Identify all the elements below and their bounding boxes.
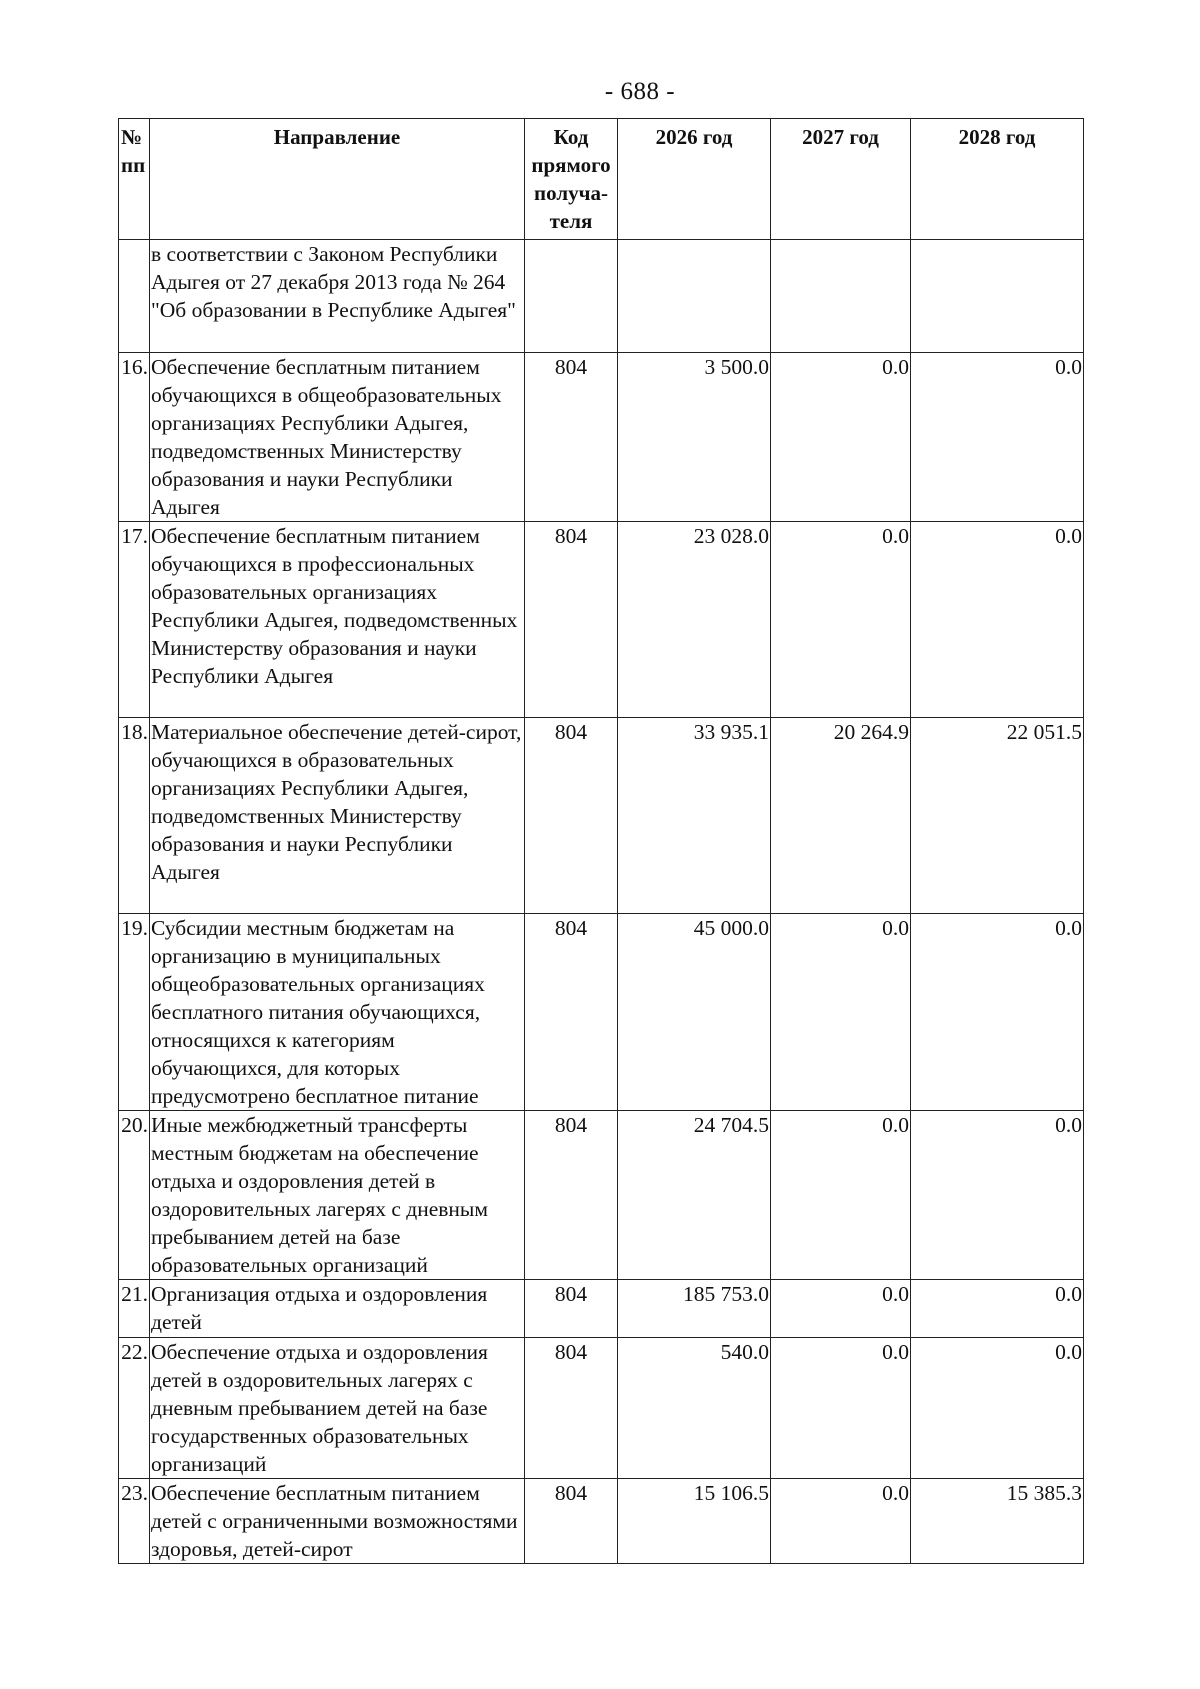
table-row — [119, 718, 1084, 914]
row-code: 804 — [525, 914, 618, 1111]
row-number: 16. — [119, 353, 150, 522]
table-row — [119, 522, 1084, 718]
row-number: 18. — [119, 718, 150, 914]
row-value-2026: 23 028.0 — [618, 522, 771, 718]
row-direction: в соответствии с Законом Республики Адыгея от 27 декабря 2013 года № 264 "Об образовании в Республике Адыгея" — [150, 240, 525, 353]
row-value-2026 — [618, 240, 771, 353]
row-code: 804 — [525, 1479, 618, 1564]
header-2026: 2026 год — [618, 119, 771, 240]
row-direction: Субсидии местным бюджетам на организацию в муниципальных общеобразовательных организациях бесплатного питания обучающихся, относящихся к категориям обучающихся, для которых предусмотрено бесплатное питание — [150, 914, 525, 1111]
row-value-2027: 20 264.9 — [771, 718, 911, 914]
row-value-2026: 24 704.5 — [618, 1111, 771, 1280]
budget-table — [118, 118, 1084, 1564]
row-value-2026: 33 935.1 — [618, 718, 771, 914]
row-value-2026: 15 106.5 — [618, 1479, 771, 1564]
table-row — [119, 240, 1084, 353]
row-number: 21. — [119, 1280, 150, 1338]
row-number: 19. — [119, 914, 150, 1111]
row-value-2028: 0.0 — [911, 1111, 1084, 1280]
row-code: 804 — [525, 522, 618, 718]
row-number: 17. — [119, 522, 150, 718]
row-value-2028: 22 051.5 — [911, 718, 1084, 914]
row-value-2027: 0.0 — [771, 1479, 911, 1564]
table-row — [119, 353, 1084, 522]
row-value-2028: 0.0 — [911, 1338, 1084, 1479]
row-value-2026: 3 500.0 — [618, 353, 771, 522]
table-row — [119, 1479, 1084, 1564]
page-number: - 688 - — [604, 78, 676, 105]
row-code: 804 — [525, 718, 618, 914]
table-row — [119, 1280, 1084, 1338]
table-row — [119, 914, 1084, 1111]
header-code: Код прямого получа-теля — [525, 119, 618, 240]
row-value-2027: 0.0 — [771, 1111, 911, 1280]
row-code — [525, 240, 618, 353]
row-number: 22. — [119, 1338, 150, 1479]
table-row — [119, 1338, 1084, 1479]
row-code: 804 — [525, 1111, 618, 1280]
row-number: 23. — [119, 1479, 150, 1564]
row-direction: Обеспечение бесплатным питанием обучающихся в общеобразовательных организациях Республики Адыгея, подведомственных Министерству образования и науки Республики Адыгея — [150, 353, 525, 522]
row-value-2027: 0.0 — [771, 1280, 911, 1338]
row-value-2027: 0.0 — [771, 1338, 911, 1479]
header-row — [119, 119, 1084, 240]
row-value-2028 — [911, 240, 1084, 353]
row-value-2026: 540.0 — [618, 1338, 771, 1479]
header-2028: 2028 год — [911, 119, 1084, 240]
row-value-2026: 185 753.0 — [618, 1280, 771, 1338]
row-value-2028: 0.0 — [911, 1280, 1084, 1338]
row-direction: Обеспечение отдыха и оздоровления детей в оздоровительных лагерях с дневным пребыванием детей на базе государственных образовательных организаций — [150, 1338, 525, 1479]
row-direction: Обеспечение бесплатным питанием детей с ограниченными возможностями здоровья, детей-сирот — [150, 1479, 525, 1564]
row-direction: Материальное обеспечение детей-сирот, обучающихся в образовательных организациях Республики Адыгея, подведомственных Министерству образования и науки Республики Адыгея — [150, 718, 525, 914]
row-value-2028: 15 385.3 — [911, 1479, 1084, 1564]
row-code: 804 — [525, 1338, 618, 1479]
header-2027: 2027 год — [771, 119, 911, 240]
row-value-2026: 45 000.0 — [618, 914, 771, 1111]
row-code: 804 — [525, 1280, 618, 1338]
row-direction: Организация отдыха и оздоровления детей — [150, 1280, 525, 1338]
row-value-2028: 0.0 — [911, 914, 1084, 1111]
row-number: 20. — [119, 1111, 150, 1280]
header-direction: Направление — [150, 119, 525, 240]
row-direction: Обеспечение бесплатным питанием обучающихся в профессиональных образовательных организациях Республики Адыгея, подведомственных Министерству образования и науки Республики Адыгея — [150, 522, 525, 718]
table-row — [119, 1111, 1084, 1280]
row-value-2027: 0.0 — [771, 522, 911, 718]
row-code: 804 — [525, 353, 618, 522]
row-value-2028: 0.0 — [911, 522, 1084, 718]
header-num: № пп — [119, 119, 150, 240]
row-value-2027: 0.0 — [771, 914, 911, 1111]
row-value-2027 — [771, 240, 911, 353]
row-direction: Иные межбюджетный трансферты местным бюджетам на обеспечение отдыха и оздоровления детей в оздоровительных лагерях с дневным пребыванием детей на базе образовательных организаций — [150, 1111, 525, 1280]
row-number — [119, 240, 150, 353]
row-value-2028: 0.0 — [911, 353, 1084, 522]
row-value-2027: 0.0 — [771, 353, 911, 522]
